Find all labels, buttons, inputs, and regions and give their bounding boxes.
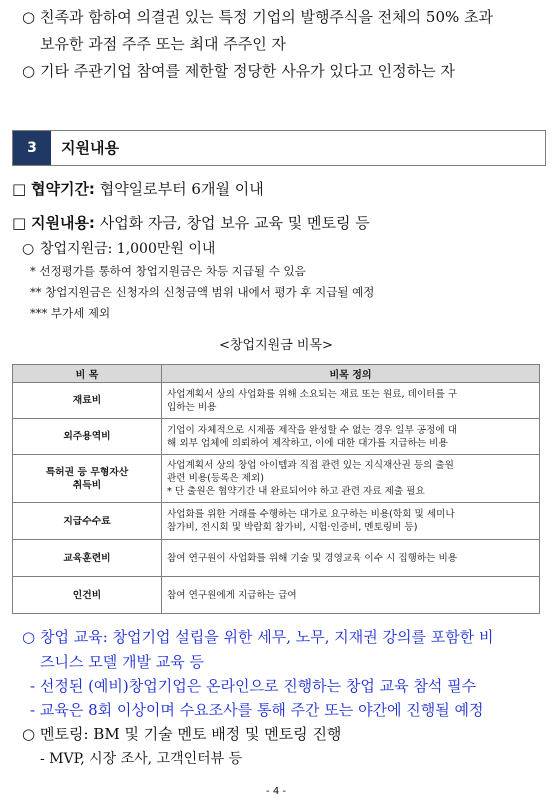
row-name: 교육훈련비 xyxy=(13,540,162,577)
eligibility-item-1 xyxy=(22,6,493,27)
table-row xyxy=(13,540,540,577)
education-line-1: 창업 교육: 창업기업 설립을 위한 세무, 노무, 지재권 강의를 포함한 비 xyxy=(40,628,494,646)
checkbox-square-icon: □ xyxy=(12,214,27,232)
section-number: 3 xyxy=(13,131,51,165)
eligibility-item-1-line-2: 보유한 과점 주주 또는 최대 주주인 자 xyxy=(40,35,286,53)
row-name: 지급수수료 xyxy=(13,503,162,540)
row-definition: 참여 연구원에게 지급하는 급여 xyxy=(162,577,540,614)
checkbox-square-icon: □ xyxy=(12,180,27,198)
circle-bullet-icon: ○ xyxy=(22,725,36,743)
education-dash-2: - 교육은 8회 이상이며 수요조사를 통해 주간 또는 야간에 진행될 예정 xyxy=(30,701,484,719)
page-number: - 4 - xyxy=(266,786,286,797)
section-header xyxy=(12,130,546,166)
eligibility-item-2 xyxy=(22,60,455,81)
period-text: 협약일로부터 6개월 이내 xyxy=(94,180,264,198)
table-row xyxy=(13,503,540,540)
definition-line: 해 외부 업체에 의뢰하여 제작하고, 이에 대한 대가를 지급하는 비용 xyxy=(167,437,448,449)
period-label: 협약기간: xyxy=(30,180,95,198)
table-row xyxy=(13,383,540,419)
circle-bullet-icon: ○ xyxy=(22,241,35,257)
support-text: 사업화 자금, 창업 보유 교육 및 멘토링 등 xyxy=(94,214,370,232)
table-row xyxy=(13,455,540,503)
definition-line: 사업계획서 상의 사업화를 위해 소요되는 재료 또는 원료, 데이터를 구 xyxy=(167,388,457,400)
row-name: 재료비 xyxy=(13,383,162,419)
circle-bullet-icon: ○ xyxy=(22,8,36,26)
section-title: 지원내용 xyxy=(61,139,119,157)
row-definition: 참여 연구원이 사업화를 위해 기술 및 경영교육 이수 시 집행하는 비용 xyxy=(162,540,540,577)
fund-text: 창업지원금: 1,000만원 이내 xyxy=(40,241,216,257)
table-row xyxy=(13,419,540,455)
support-label: 지원내용: xyxy=(30,214,95,232)
education-dash-1: - 선정된 (예비)창업기업은 온라인으로 진행하는 창업 교육 참석 필수 xyxy=(30,677,477,695)
education-line-2: 즈니스 모델 개발 교육 등 xyxy=(40,653,204,671)
note-2: ** 창업지원금은 신청자의 신청금액 범위 내에서 평가 후 지급될 예정 xyxy=(30,285,375,299)
row-name-line: 취득비 xyxy=(72,479,102,491)
table-row xyxy=(13,577,540,614)
row-definition xyxy=(162,383,540,419)
row-name: 외주용역비 xyxy=(13,419,162,455)
note-1: * 선정평가를 통하여 창업지원금은 차등 지급될 수 있음 xyxy=(30,264,306,278)
mentoring-item xyxy=(22,723,341,744)
definition-line: 사업계획서 상의 창업 아이템과 직접 관련 있는 지식재산권 등의 출원 xyxy=(167,460,454,471)
definition-line: 참가비, 전시회 및 박람회 참가비, 시험·인증비, 멘토링비 등) xyxy=(167,522,418,533)
note-3: *** 부가세 제외 xyxy=(30,306,111,320)
column-header-item: 비 목 xyxy=(13,365,162,383)
row-definition xyxy=(162,419,540,455)
definition-line: 관련 비용(등록은 제외) xyxy=(167,473,264,484)
definition-line: 기업이 자체적으로 시제품 제작을 완성할 수 없는 경우 일부 공정에 대 xyxy=(167,424,457,436)
table-caption: <창업지원금 비목> xyxy=(219,338,333,353)
row-name-line: 특허권 등 무형자산 xyxy=(45,466,129,478)
period-item xyxy=(12,178,264,199)
circle-bullet-icon: ○ xyxy=(22,62,36,80)
definition-line: 입하는 비용 xyxy=(167,401,217,413)
column-header-definition: 비목 정의 xyxy=(162,365,540,383)
definition-line: 사업화를 위한 거래를 수행하는 대가로 요구하는 비용(학회 및 세미나 xyxy=(167,509,455,520)
fund-item xyxy=(22,238,215,258)
row-name xyxy=(13,455,162,503)
table-header-row xyxy=(13,365,540,383)
eligibility-item-2-line: 기타 주관기업 참여를 제한할 정당한 사유가 있다고 인정하는 자 xyxy=(40,62,455,80)
definition-line: * 단 출원은 협약기간 내 완료되어야 하고 관련 자료 제출 필요 xyxy=(167,486,425,497)
mentoring-dash: - MVP, 시장 조사, 고객인터뷰 등 xyxy=(40,751,243,767)
circle-bullet-icon: ○ xyxy=(22,628,36,646)
eligibility-item-1-line-1: 친족과 함하여 의결권 있는 특정 기업의 발행주식을 전체의 50% 초과 xyxy=(40,8,493,26)
expense-table xyxy=(12,364,540,614)
row-definition xyxy=(162,503,540,540)
row-name: 인건비 xyxy=(13,577,162,614)
support-item xyxy=(12,212,370,233)
mentoring-text: 멘토링: BM 및 기술 멘토 배정 및 멘토링 진행 xyxy=(40,725,342,743)
row-definition xyxy=(162,455,540,503)
education-item xyxy=(22,626,494,647)
